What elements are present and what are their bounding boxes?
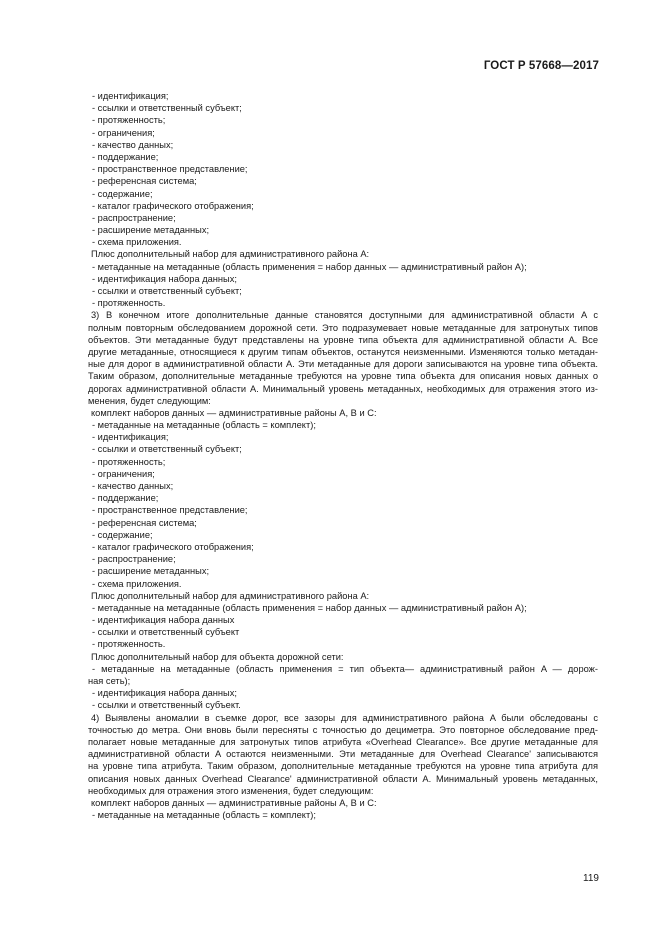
list-item: - метаданные на метаданные (область применения = набор данных — административный район A); bbox=[92, 261, 527, 272]
list-item: - каталог графического отображения; bbox=[92, 541, 254, 552]
list-item: - протяженность. bbox=[92, 298, 166, 309]
page-header-doc-code: ГОСТ Р 57668—2017 bbox=[483, 60, 599, 72]
list-item: - ссылки и ответственный субъект; bbox=[92, 103, 242, 114]
list-item: - протяженность. bbox=[92, 639, 166, 650]
document-body bbox=[89, 90, 598, 821]
list-item: - каталог графического отображения; bbox=[92, 200, 254, 211]
list-item: - поддержание; bbox=[92, 493, 159, 504]
paragraph-line: на уровне типа атрибута. Таким образом, дополнительные метаданные требуются на уровне типа атрибута для bbox=[88, 761, 598, 772]
paragraph-line: 4) Выявлены аномалии в съемке дорог, все зазоры для административного района A были обследованы с bbox=[91, 712, 598, 723]
list-item: - качество данных; bbox=[92, 139, 174, 150]
paragraph-line: комплект наборов данных — административные районы A, B и C: bbox=[91, 407, 377, 418]
paragraph-line: другие метаданные, относящиеся к другим типам объектов, останутся неизменными. Изменяются только метадан- bbox=[88, 346, 598, 357]
list-item: - идентификация набора данных; bbox=[92, 688, 237, 699]
list-item: - пространственное представление; bbox=[92, 164, 248, 175]
paragraph-line: описания новых данных Overhead Clearance' административной области A. Минимальный уровень метаданных, bbox=[88, 773, 598, 784]
paragraph-line: Таким образом, дополнительные метаданные требуются на уровне типа объекта для описания новых данных о bbox=[88, 371, 598, 382]
list-item: - схема приложения. bbox=[92, 578, 182, 589]
list-item: - расширение метаданных; bbox=[92, 566, 210, 577]
list-item: - ссылки и ответственный субъект; bbox=[92, 286, 242, 296]
list-item: - распространение; bbox=[92, 212, 176, 223]
list-item: - содержание; bbox=[92, 188, 153, 199]
paragraph-line: менения, будет следующим: bbox=[88, 395, 211, 406]
list-item: - референсная система; bbox=[92, 517, 197, 528]
paragraph-line: объектов. Эти метаданные будут представлены на уровне типа объекта для административной области A. Все bbox=[88, 334, 598, 345]
list-item: - идентификация набора данных bbox=[92, 615, 235, 626]
paragraph-line: комплект наборов данных — административные районы A, B и C: bbox=[91, 797, 377, 808]
paragraph-line: дорогах административной области A. Минимальный уровень метаданных, необходимых для отражения этого из- bbox=[88, 383, 598, 394]
paragraph-line: Плюс дополнительный набор для объекта дорожной сети: bbox=[91, 651, 344, 662]
list-item: - идентификация; bbox=[92, 432, 169, 443]
list-item: - метаданные на метаданные (область = комплект); bbox=[92, 810, 316, 821]
list-item: - протяженность; bbox=[92, 115, 166, 126]
list-item: - ссылки и ответственный субъект. bbox=[92, 700, 241, 711]
list-item: - пространственное представление; bbox=[92, 505, 248, 516]
page-number: 119 bbox=[583, 873, 599, 884]
list-item: - ограничения; bbox=[92, 127, 155, 138]
paragraph-line: Плюс дополнительный набор для административного района A: bbox=[91, 249, 370, 260]
list-item: - расширение метаданных; bbox=[92, 225, 210, 236]
list-item: - ссылки и ответственный субъект bbox=[92, 627, 240, 638]
list-item: - поддержание; bbox=[92, 151, 159, 162]
list-item: - идентификация; bbox=[92, 91, 169, 101]
list-item: - протяженность; bbox=[92, 456, 166, 467]
list-item: - метаданные на метаданные (область применения = набор данных — административный район A); bbox=[92, 602, 527, 613]
paragraph-line: точностью до метра. Они вновь были пересняты с точностью до дециметра. Это повторное обследование пред- bbox=[88, 724, 598, 735]
paragraph-line: 3) В конечном итоге дополнительные данные становятся доступными для административной области A с bbox=[91, 310, 598, 321]
list-item: - ссылки и ответственный субъект; bbox=[92, 444, 242, 455]
list-item: - схема приложения. bbox=[92, 237, 182, 248]
list-item: - ограничения; bbox=[92, 468, 155, 479]
list-item: - референсная система; bbox=[92, 176, 197, 187]
list-item: - содержание; bbox=[92, 529, 153, 540]
list-item: - метаданные на метаданные (область = комплект); bbox=[92, 420, 316, 431]
list-item: - распространение; bbox=[92, 554, 176, 565]
paragraph-line: ные для дорог в административной области A. Эти метаданные для дороги записываются на уровне типа объекта. bbox=[88, 359, 598, 370]
paragraph-line: полагает новые метаданные для затронутых типов атрибута «Overhead Clearance». Все другие метаданные для bbox=[88, 736, 598, 747]
paragraph-line: необходимых для отражения этого изменения, будет следующим: bbox=[88, 785, 374, 796]
paragraph-line: полным повторным обследованием дорожной сети. Это подразумевает новые метаданные для затронутых типов bbox=[88, 322, 598, 333]
paragraph-line: ная сеть); bbox=[88, 676, 131, 686]
list-item: - метаданные на метаданные (область применения = тип объекта— административный район A — дорож- bbox=[92, 663, 598, 674]
list-item: - идентификация набора данных; bbox=[92, 273, 237, 284]
paragraph-line: Плюс дополнительный набор для административного района A: bbox=[91, 590, 370, 601]
paragraph-line: административной области A остаются неизменными. Эти метаданные для Overhead Clearance' записываются bbox=[88, 749, 598, 760]
list-item: - качество данных; bbox=[92, 481, 174, 491]
